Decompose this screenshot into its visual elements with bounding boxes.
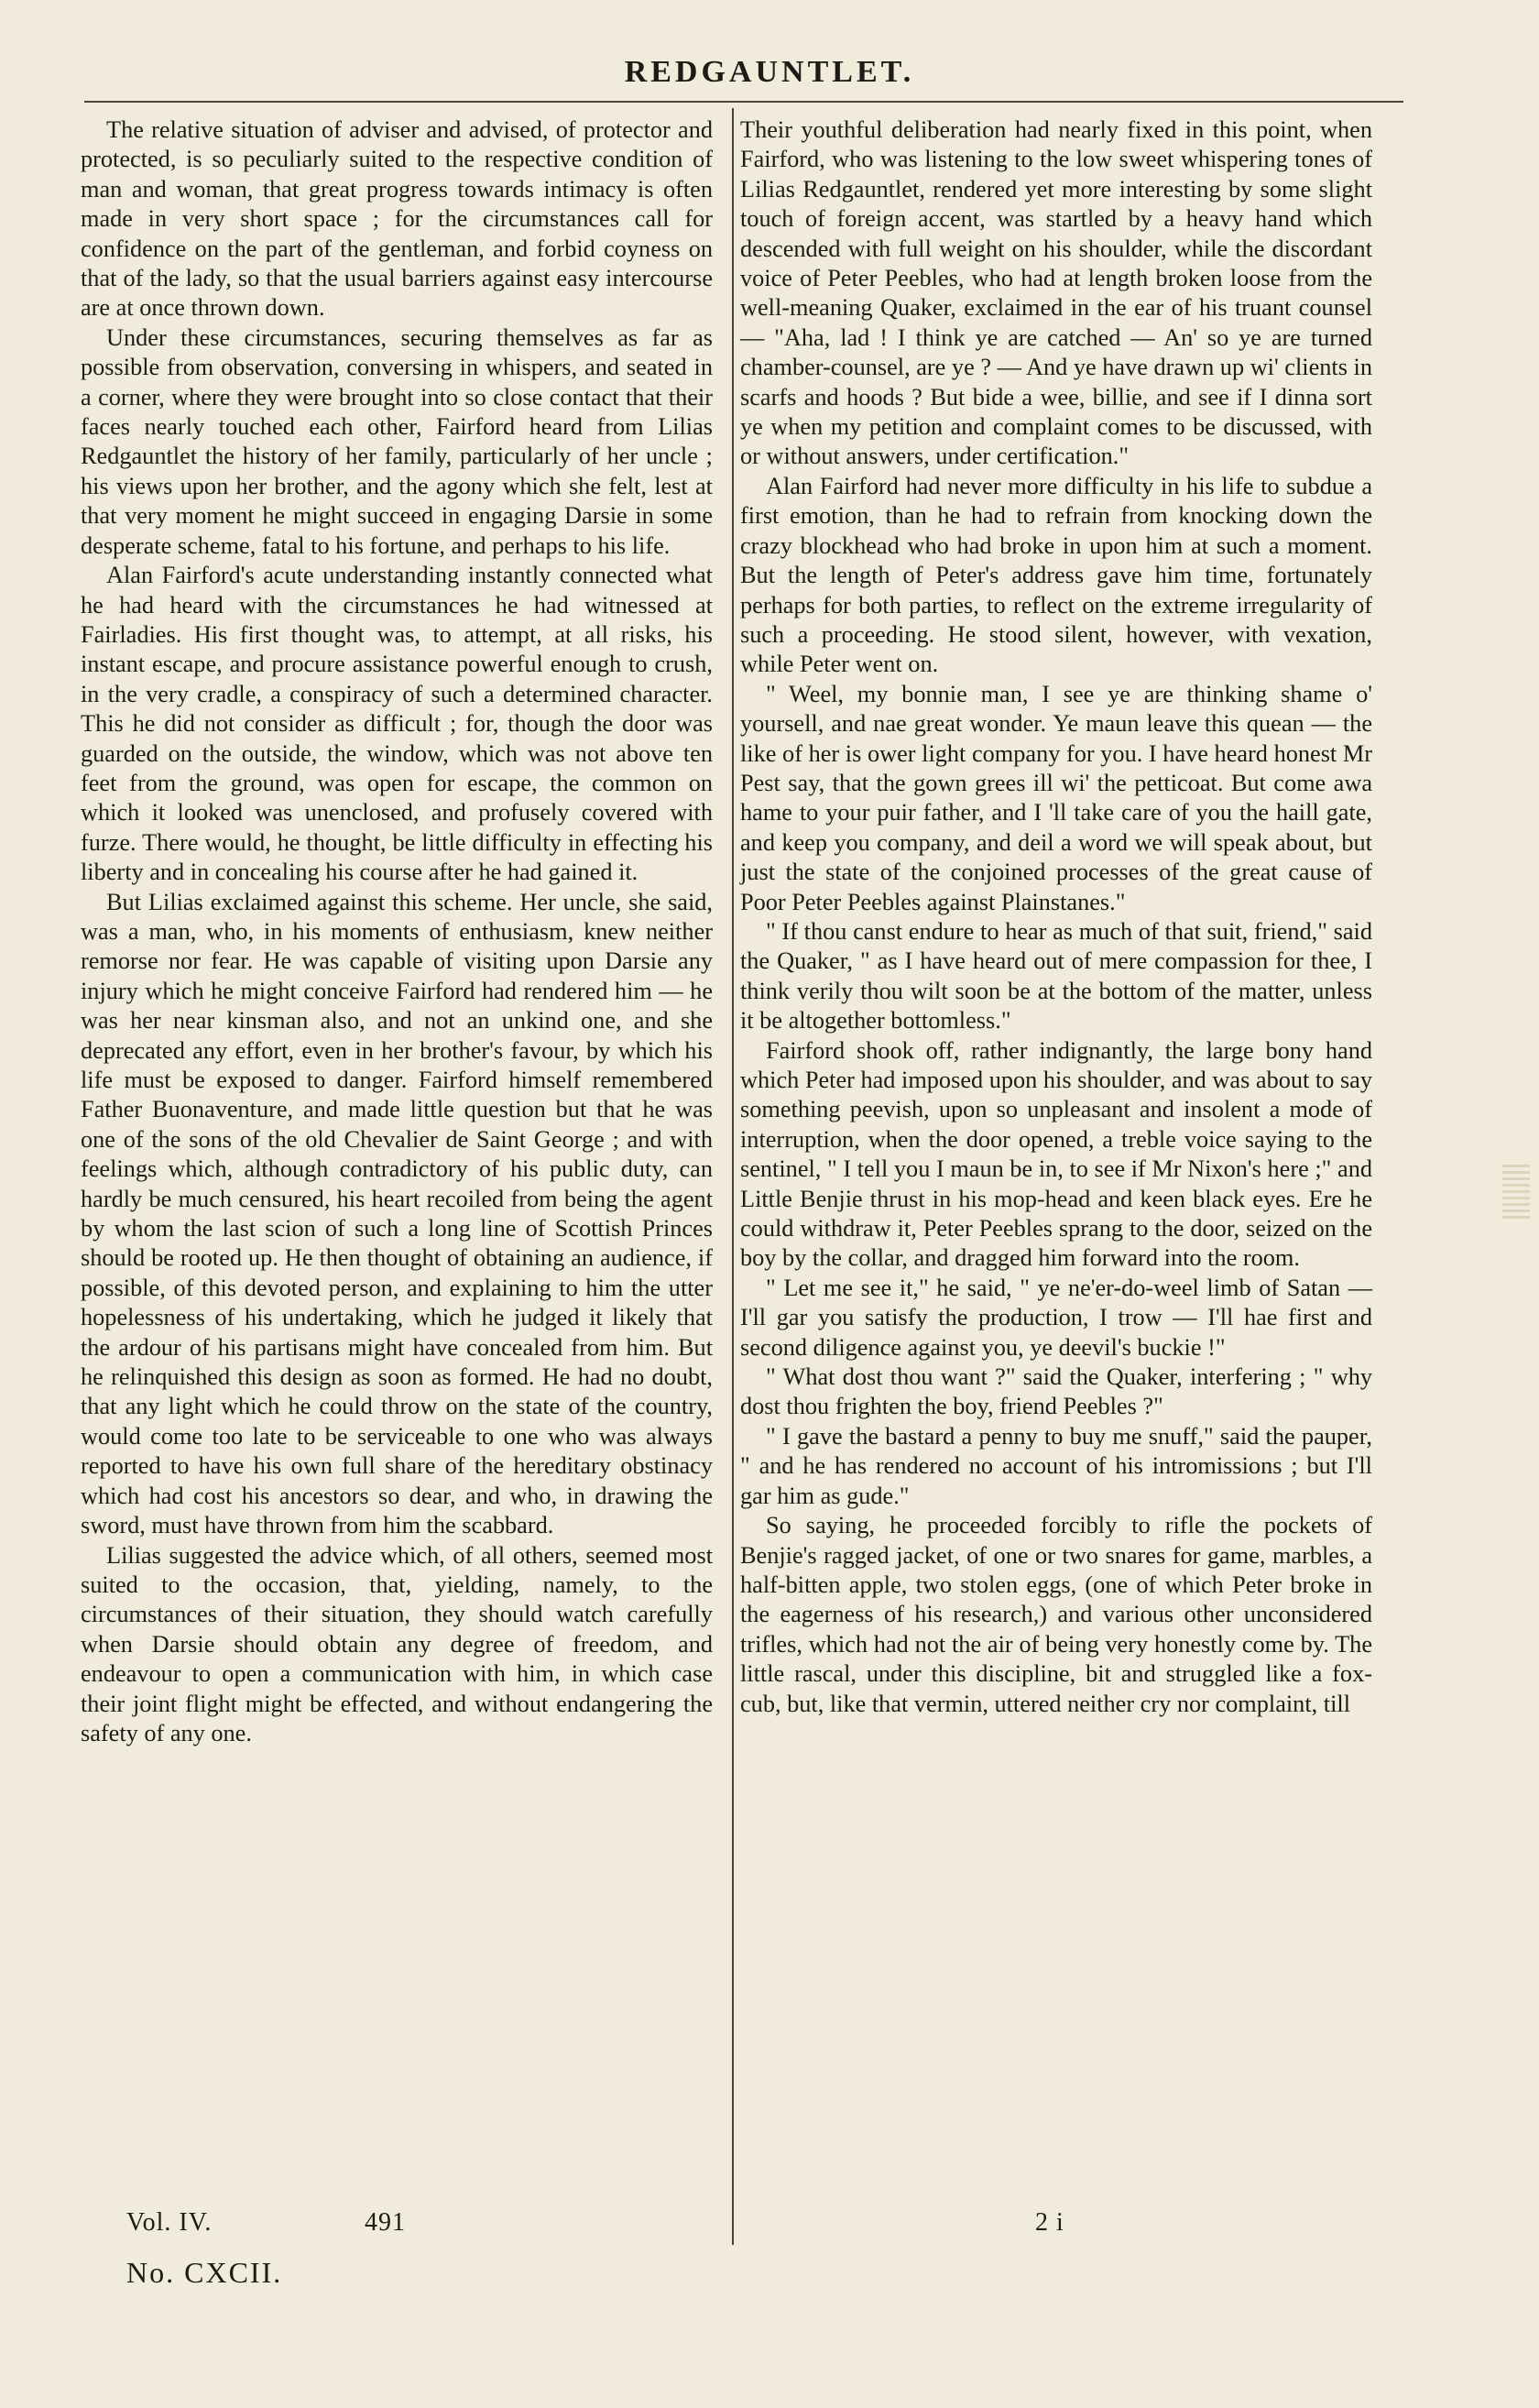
paragraph: Fairford shook off, rather indignantly, the large bony hand which Peter had imposed upon his shoulder, and was about to say something peevish, upon so unpleasant and insolent a mode of interruption, when the door opened, a treble voice saying to the sentinel, " I tell you I maun be in, to see if Mr Nixon's here ;" and Little Benjie thrust in his mop-head and keen black eyes. Ere he could withdraw it, Peter Peebles sprang to the door, seized on the boy by the collar, and dragged him forward into the room. <box>740 1036 1372 1272</box>
paragraph: But Lilias exclaimed against this scheme. Her uncle, she said, was a man, who, in his moments of enthusiasm, knew neither remorse nor fear. He was capable of visiting upon Darsie any injury which he might conceive Fairford had rendered him — he was her near kinsman also, and not an unkind one, and she deprecated any effort, even in her brother's favour, by which his life must be exposed to danger. Fairford himself remembered Father Buonaventure, and made little question but that he was one of the sons of the old Chevalier de Saint George ; and with feelings which, although contradictory of his public duty, can hardly be much censured, his heart recoiled from being the agent by whom the last scion of such a long line of Scottish Princes should be rooted up. He then thought of obtaining an audience, if possible, of this devoted person, and explaining to him the utter hopelessness of his undertaking, which he judged it likely that the ardour of his partisans might have concealed from him. But he relinquished this design as soon as formed. He had no doubt, that any light which he could throw on the state of the country, would come too late to be serviceable to one who was always reported to have his own full share of the hereditary obstinacy which had cost his ancestors so dear, and who, in drawing the sword, must have thrown from him the scabbard. <box>81 888 713 1539</box>
paragraph: " What dost thou want ?" said the Quaker, interfering ; " why dost thou frighten the boy, friend Peebles ?" <box>740 1363 1372 1420</box>
paragraph: " Let me see it," he said, " ye ne'er-do-weel limb of Satan — I'll gar you satisfy the production, I trow — I'll hae first and second diligence against you, ye deevil's buckie !" <box>740 1274 1372 1361</box>
header-rule <box>84 101 1403 103</box>
paragraph: Alan Fairford had never more difficulty in his life to subdue a first emotion, than he had to refrain from knocking down the crazy blockhead who had broke in upon him at such a moment. But the length of Peter's address gave him time, fortunately perhaps for both parties, to reflect on the extreme irregularity of such a proceeding. He stood silent, however, with vexation, while Peter went on. <box>740 472 1372 678</box>
paragraph: " Weel, my bonnie man, I see ye are thinking shame o' yoursell, and nae great wonder. Ye maun leave this quean — the like of her is ower light company for you. I have heard honest Mr Pest say, that the gown grees ill wi' the petticoat. But come awa hame to your puir father, and I 'll take care of you the haill gate, and keep you company, and deil a word we will speak about, but just the state of the conjoined processes of the great cause of Poor Peter Peebles against Plainstanes." <box>740 680 1372 915</box>
page-number: 491 <box>365 2208 406 2237</box>
column-divider <box>732 108 734 2245</box>
page-title: REDGAUNTLET. <box>624 55 915 89</box>
paragraph: Lilias suggested the advice which, of all others, seemed most suited to the occasion, that, yielding, namely, to the circumstances of their situation, they should watch carefully when Darsie should obtain any degree of freedom, and endeavour to open a communication with him, in which case their joint flight might be effected, and without endangering the safety of any one. <box>81 1541 713 1746</box>
issue-number: No. CXCII. <box>126 2256 283 2289</box>
margin-smudge <box>1502 1164 1530 1219</box>
left-column <box>81 115 713 1748</box>
volume-label: Vol. IV. <box>126 2208 213 2237</box>
signature-mark: 2 i <box>1035 2208 1064 2237</box>
right-column <box>740 115 1372 1719</box>
paragraph: Under these circumstances, securing themselves as far as possible from observation, conversing in whispers, and seated in a corner, where they were brought into so close contact that their faces nearly touched each other, Fairford heard from Lilias Redgauntlet the history of her family, particularly of her uncle ; his views upon her brother, and the agony which she felt, lest at that very moment he might succeed in engaging Darsie in some desperate scheme, fatal to his fortune, and perhaps to his life. <box>81 323 713 559</box>
paragraph: The relative situation of adviser and advised, of protector and protected, is so peculiarly suited to the respective condition of man and woman, that great progress towards intimacy is often made in very short space ; for the circumstances call for confidence on the part of the gentleman, and forbid coyness on that of the lady, so that the usual barriers against easy intercourse are at once thrown down. <box>81 116 713 322</box>
paragraph: Their youthful deliberation had nearly fixed in this point, when Fairford, who was listening to the low sweet whispering tones of Lilias Redgauntlet, rendered yet more interesting by some slight touch of foreign accent, was startled by a heavy hand which descended with full weight on his shoulder, while the discordant voice of Peter Peebles, who had at length broken loose from the well-meaning Quaker, exclaimed in the ear of his truant counsel — "Aha, lad ! I think ye are catched — An' so ye are turned chamber-counsel, are ye ? — And ye have drawn up wi' clients in scarfs and hoods ? But bide a wee, billie, and see if I dinna sort ye when my petition and complaint comes to be discussed, with or without answers, under certification." <box>740 116 1372 470</box>
paragraph: " I gave the bastard a penny to buy me snuff," said the pauper, " and he has rendered no account of his intromissions ; but I'll gar him as gude." <box>740 1422 1372 1509</box>
paragraph: " If thou canst endure to hear as much of that suit, friend," said the Quaker, " as I have heard out of mere compassion for thee, I think verily thou wilt soon be at the bottom of the matter, unless it be altogether bottomless." <box>740 917 1372 1034</box>
paragraph: Alan Fairford's acute understanding instantly connected what he had heard with the circumstances he had witnessed at Fairladies. His first thought was, to attempt, at all risks, his instant escape, and procure assistance powerful enough to crush, in the very cradle, a conspiracy of such a determined character. This he did not consider as difficult ; for, though the door was guarded on the outside, the window, which was not above ten feet from the ground, was open for escape, the common on which it looked was unenclosed, and profusely covered with furze. There would, he thought, be little difficulty in effecting his liberty and in concealing his course after he had gained it. <box>81 562 713 886</box>
paragraph: So saying, he proceeded forcibly to rifle the pockets of Benjie's ragged jacket, of one or two snares for game, marbles, a half-bitten apple, two stolen eggs, (one of which Peter broke in the eagerness of his research,) and various other unconsidered trifles, which had not the air of being very honestly come by. The little rascal, under this discipline, bit and struggled like a fox-cub, but, like that vermin, uttered neither cry nor complaint, till <box>740 1512 1372 1717</box>
